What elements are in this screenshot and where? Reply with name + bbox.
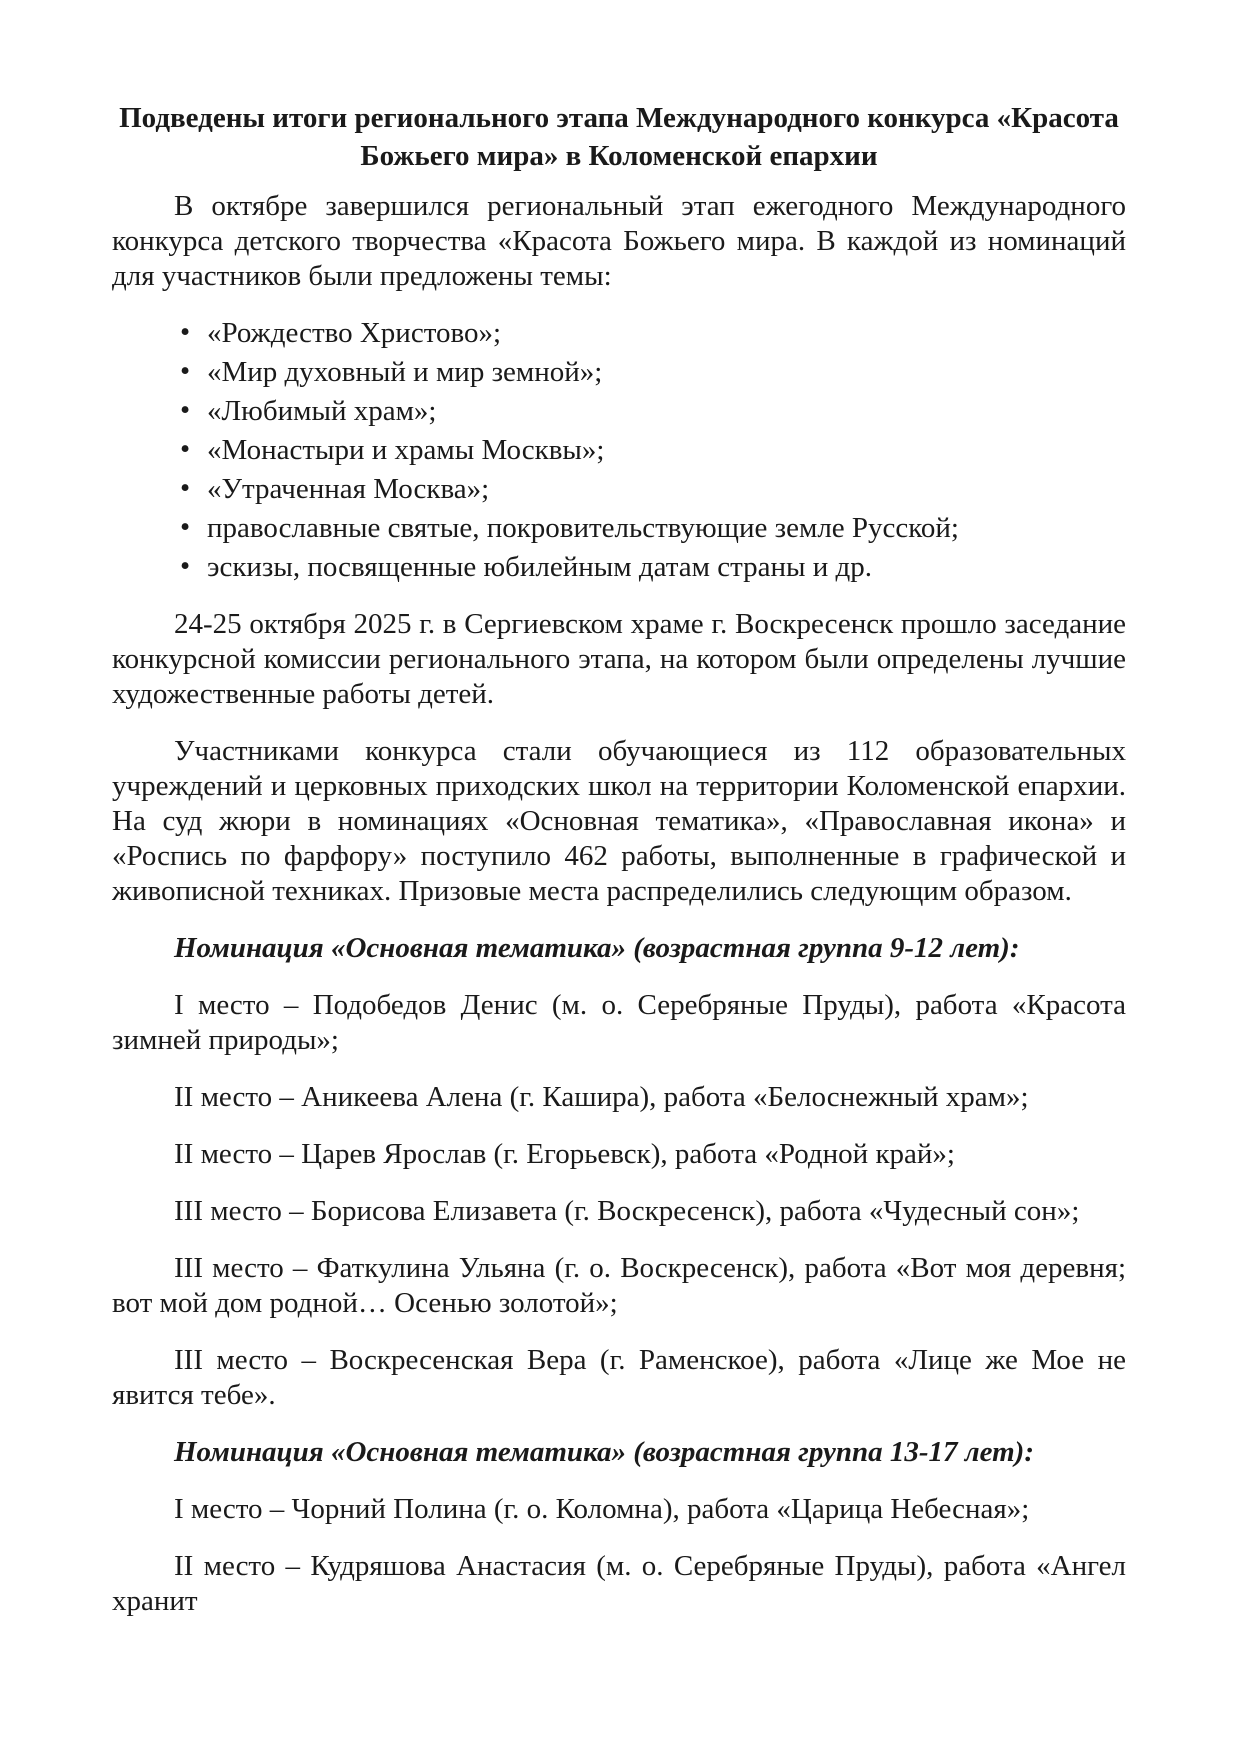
bullet-icon: • [180,472,191,504]
theme-list-item [112,433,1126,468]
bullet-icon: • [180,550,191,582]
nomination-heading: Номинация «Основная тематика» (возрастная группа 9-12 лет): [174,932,1020,964]
paragraph: 24-25 октября 2025 г. в Сергиевском храме г. Воскресенск прошло заседание конкурсной комиссии регионального этапа, на котором были определены лучшие художественные работы детей. [112,608,1126,710]
paragraph: II место – Кудряшова Анастасия (м. о. Серебряные Пруды), работа «Ангел хранит [112,1550,1126,1617]
document-body [112,189,1126,1619]
paragraph: I место – Чорний Полина (г. о. Коломна), работа «Царица Небесная»; [174,1493,1030,1525]
theme-text: эскизы, посвященные юбилейным датам страны и др. [207,551,873,583]
paragraph: В октябре завершился региональный этап ежегодного Международного конкурса детского творчества «Красота Божьего мира. В каждой из номинаций для участников были предложены темы: [112,190,1126,292]
bullet-icon: • [180,394,191,426]
theme-text: «Рождество Христово»; [207,317,502,349]
theme-text: «Монастыри и храмы Москвы»; [207,434,605,466]
theme-text: православные святые, покровительствующие земле Русской; [207,512,959,544]
theme-list-item [112,550,1126,585]
nomination-heading: Номинация «Основная тематика» (возрастная группа 13-17 лет): [174,1436,1034,1468]
document-title: Подведены итоги регионального этапа Международного конкурса «Красота Божьего мира» в Коломенской епархии [119,102,1119,172]
paragraph: III место – Воскресенская Вера (г. Раменское), работа «Лице же Мое не явится тебе». [112,1344,1126,1411]
paragraph: III место – Фаткулина Ульяна (г. о. Воскресенск), работа «Вот моя деревня; вот мой дом родной… Осенью золотой»; [112,1252,1126,1319]
paragraph: II место – Аникеева Алена (г. Кашира), работа «Белоснежный храм»; [174,1081,1029,1113]
paragraph: Участниками конкурса стали обучающиеся из 112 образовательных учреждений и церковных приходских школ на территории Коломенской епархии. На суд жюри в номинациях «Основная тематика», «Православная икона» и «Роспись по фарфору» поступило 462 работы, выполненные в графической и живописной техниках. Призовые места распределились следующим образом. [112,735,1126,907]
bullet-icon: • [180,355,191,387]
theme-list-item [112,472,1126,507]
theme-list-item [112,355,1126,390]
theme-text: «Утраченная Москва»; [207,473,490,505]
paragraph: II место – Царев Ярослав (г. Егорьевск), работа «Родной край»; [174,1138,955,1170]
bullet-icon: • [180,511,191,543]
bullet-icon: • [180,316,191,348]
theme-text: «Любимый храм»; [207,395,437,427]
bullet-icon: • [180,433,191,465]
paragraph: I место – Подобедов Денис (м. о. Серебряные Пруды), работа «Красота зимней природы»; [112,989,1126,1056]
theme-list-item [112,511,1126,546]
paragraph: III место – Борисова Елизавета (г. Воскресенск), работа «Чудесный сон»; [174,1195,1080,1227]
theme-list-item [112,316,1126,351]
themes-list [112,316,1126,585]
theme-text: «Мир духовный и мир земной»; [207,356,603,388]
theme-list-item [112,394,1126,429]
